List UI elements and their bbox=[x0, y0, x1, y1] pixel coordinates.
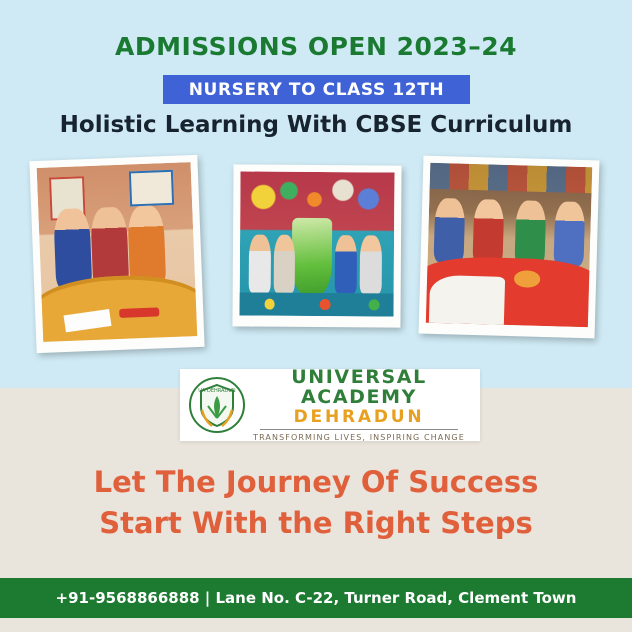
school-crest-icon bbox=[188, 376, 246, 434]
class-range-label: NURSERY TO CLASS 12TH bbox=[188, 79, 445, 100]
photo-classroom-activity bbox=[29, 155, 204, 353]
photo-2-slide bbox=[292, 218, 333, 296]
slogan-line-2: Start With the Right Steps bbox=[99, 506, 533, 541]
photo-3-tablecloth bbox=[429, 275, 505, 325]
photo-1-child bbox=[54, 208, 92, 289]
slogan-line-1: Let The Journey Of Success bbox=[93, 465, 539, 499]
photo-2-child bbox=[360, 236, 382, 294]
school-city: DEHRADUN bbox=[293, 406, 425, 427]
logo-divider bbox=[260, 429, 458, 430]
headline: ADMISSIONS OPEN 2023–24 bbox=[114, 32, 517, 61]
photo-activity-table bbox=[419, 156, 600, 339]
svg-text:UA DEHRADUN: UA DEHRADUN bbox=[198, 388, 236, 394]
photo-3-child bbox=[473, 199, 504, 264]
photo-play-area-slide bbox=[232, 164, 401, 327]
photo-2-image bbox=[240, 171, 395, 316]
photo-3-child bbox=[554, 201, 585, 266]
photo-1-image bbox=[37, 162, 198, 342]
photo-1-red-object bbox=[119, 308, 159, 318]
school-logo-card bbox=[180, 365, 480, 443]
school-logo-text bbox=[246, 365, 480, 443]
contact-footer bbox=[0, 578, 632, 618]
tagline: Holistic Learning With CBSE Curriculum bbox=[59, 112, 573, 138]
photo-2-child bbox=[274, 235, 296, 293]
photo-3-plate bbox=[514, 271, 540, 288]
photo-3-banner bbox=[430, 163, 593, 193]
class-range-badge bbox=[163, 75, 470, 104]
school-motto: TRANSFORMING LIVES, INSPIRING CHANGE bbox=[253, 433, 465, 443]
school-name: UNIVERSAL ACADEMY bbox=[291, 365, 427, 408]
photo-3-child bbox=[434, 198, 465, 263]
footer-bottom-strip bbox=[0, 618, 632, 632]
photo-2-child bbox=[335, 236, 357, 294]
photo-1-child bbox=[127, 205, 165, 286]
slogan bbox=[0, 462, 632, 544]
photo-3-child bbox=[515, 200, 546, 265]
photo-1-wall-picture-2 bbox=[129, 170, 174, 207]
photo-2-wall-decoration bbox=[246, 177, 388, 221]
photo-2-child bbox=[249, 235, 271, 293]
photo-3-image bbox=[426, 163, 592, 327]
contact-info: +91-9568866888 | Lane No. C-22, Turner Road, Clement Town bbox=[55, 589, 577, 607]
